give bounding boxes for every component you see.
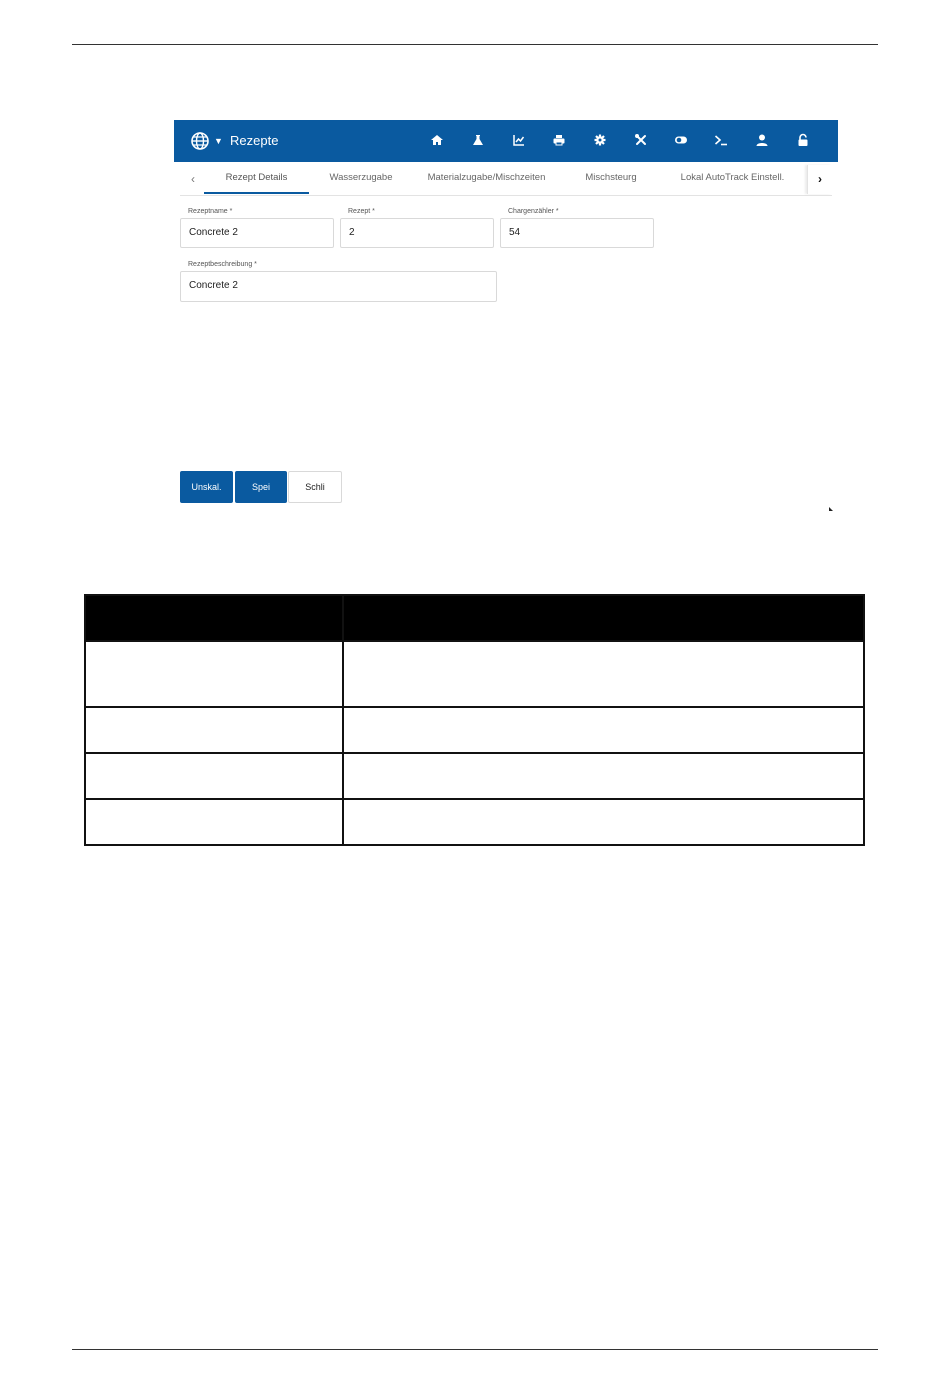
table-cell (85, 753, 343, 799)
tab-wasserzugabe[interactable]: Wasserzugabe (329, 172, 393, 183)
table-header-cell (85, 595, 343, 641)
rezeptname-input[interactable]: Concrete 2 (180, 218, 334, 248)
printer-icon[interactable] (552, 133, 566, 147)
terminal-icon[interactable] (714, 133, 728, 147)
table-cell (85, 799, 343, 845)
chargenzaehler-input[interactable]: 54 (500, 218, 654, 248)
beschreibung-label: Rezeptbeschreibung * (188, 261, 257, 268)
rezept-input[interactable]: 2 (340, 218, 494, 248)
close-button[interactable]: Schli (288, 471, 342, 503)
table-cell (85, 707, 343, 753)
table-row (85, 753, 864, 799)
gear-icon[interactable] (593, 133, 607, 147)
rezept-label: Rezept * (348, 208, 375, 215)
toggle-icon[interactable] (674, 133, 688, 147)
chargenzaehler-label: Chargenzähler * (508, 208, 559, 215)
rezeptname-label: Rezeptname * (188, 208, 233, 215)
page-header-rule (72, 44, 878, 45)
tab-scroll-right-button[interactable]: › (807, 165, 832, 194)
flask-icon[interactable] (471, 133, 485, 147)
table-cell (343, 753, 864, 799)
save-button[interactable]: Spei (235, 471, 287, 503)
home-icon[interactable] (430, 133, 444, 147)
table-header-cell (343, 595, 864, 641)
table-cell (343, 641, 864, 707)
tab-bar (180, 165, 832, 196)
table-header-row (85, 595, 864, 641)
app-screenshot (174, 120, 838, 520)
app-header-bar (174, 120, 838, 162)
table-row (85, 799, 864, 845)
tab-lokal-autotrack[interactable]: Lokal AutoTrack Einstell. (680, 172, 785, 183)
table-row (85, 641, 864, 707)
table-cell (85, 641, 343, 707)
tools-icon[interactable] (634, 133, 648, 147)
chevron-down-icon[interactable]: ▼ (214, 136, 223, 146)
unskal-button[interactable]: Unskal. (180, 471, 233, 503)
table-cell (343, 799, 864, 845)
chart-icon[interactable] (512, 133, 526, 147)
globe-icon[interactable] (191, 132, 209, 150)
page-footer-rule (72, 1349, 878, 1350)
tab-scroll-left-button[interactable]: ‹ (191, 172, 195, 186)
unlock-icon[interactable] (796, 133, 810, 147)
mouse-cursor-icon (829, 507, 833, 511)
document-table (84, 594, 865, 846)
tab-rezept-details[interactable]: Rezept Details (204, 165, 309, 194)
tab-materialzugabe[interactable]: Materialzugabe/Mischzeiten (427, 172, 546, 183)
user-icon[interactable] (755, 133, 769, 147)
tab-mischsteurg[interactable]: Mischsteurg (585, 172, 637, 183)
table-cell (343, 707, 864, 753)
table-row (85, 707, 864, 753)
app-title: Rezepte (230, 133, 279, 148)
beschreibung-input[interactable]: Concrete 2 (180, 271, 497, 302)
